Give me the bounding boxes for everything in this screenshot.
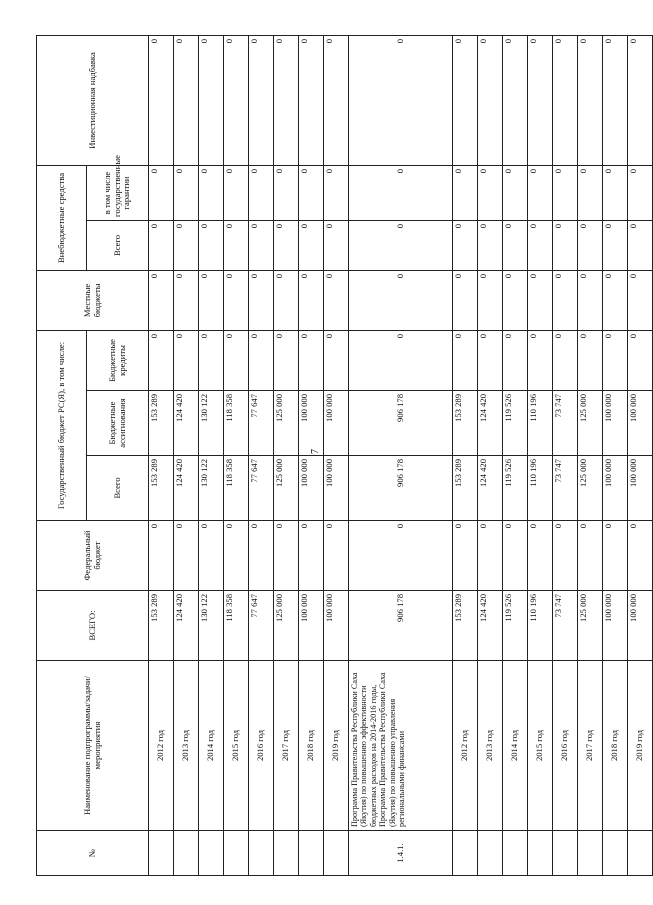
cell-state-assign: 110 196 xyxy=(528,391,553,456)
cell-invest: 0 xyxy=(628,35,653,165)
cell-invest: 0 xyxy=(503,35,528,165)
header-extra-all: Всего xyxy=(87,220,149,270)
cell-extra-guarantee: 0 xyxy=(503,165,528,220)
cell-total: 125 000 xyxy=(578,591,603,661)
cell-extra-guarantee: 0 xyxy=(274,165,299,220)
cell-code xyxy=(553,831,578,876)
cell-state-assign: 73 747 xyxy=(553,391,578,456)
cell-federal: 0 xyxy=(603,521,628,591)
cell-code xyxy=(503,831,528,876)
cell-extra-guarantee: 0 xyxy=(249,165,274,220)
cell-name: 2019 год xyxy=(628,661,653,831)
cell-state-credit: 0 xyxy=(249,330,274,390)
cell-invest: 0 xyxy=(299,35,324,165)
cell-extra-all: 0 xyxy=(578,220,603,270)
cell-total: 124 420 xyxy=(478,591,503,661)
cell-state-assign: 100 000 xyxy=(603,391,628,456)
cell-local: 0 xyxy=(299,270,324,330)
cell-extra-guarantee: 0 xyxy=(324,165,349,220)
table-row xyxy=(224,35,249,875)
cell-total: 125 000 xyxy=(274,591,299,661)
program-row xyxy=(349,35,453,875)
header-state-assign: Бюджетные ассигнования xyxy=(87,391,149,456)
cell-invest: 0 xyxy=(249,35,274,165)
table-row xyxy=(299,35,324,875)
cell-federal: 0 xyxy=(349,521,453,591)
cell-code xyxy=(603,831,628,876)
cell-state-credit: 0 xyxy=(274,330,299,390)
cell-extra-guarantee: 0 xyxy=(149,165,174,220)
cell-extra-guarantee: 0 xyxy=(349,165,453,220)
cell-extra-guarantee: 0 xyxy=(578,165,603,220)
cell-invest: 0 xyxy=(453,35,478,165)
cell-extra-all: 0 xyxy=(528,220,553,270)
cell-federal: 0 xyxy=(149,521,174,591)
header-state-all: Всего xyxy=(87,456,149,521)
cell-name: 2017 год xyxy=(274,661,299,831)
cell-federal: 0 xyxy=(224,521,249,591)
cell-name: 2016 год xyxy=(249,661,274,831)
cell-state-assign: 100 000 xyxy=(299,391,324,456)
cell-state-credit: 0 xyxy=(553,330,578,390)
cell-federal: 0 xyxy=(478,521,503,591)
cell-extra-guarantee: 0 xyxy=(553,165,578,220)
cell-state-credit: 0 xyxy=(324,330,349,390)
cell-state-assign: 100 000 xyxy=(324,391,349,456)
cell-total: 110 196 xyxy=(528,591,553,661)
cell-code xyxy=(528,831,553,876)
cell-name: 2015 год xyxy=(224,661,249,831)
cell-state-credit: 0 xyxy=(603,330,628,390)
table-row xyxy=(628,35,653,875)
cell-state-assign: 124 420 xyxy=(174,391,199,456)
cell-extra-guarantee: 0 xyxy=(628,165,653,220)
table-row xyxy=(274,35,299,875)
cell-extra-all: 0 xyxy=(224,220,249,270)
cell-extra-guarantee: 0 xyxy=(528,165,553,220)
cell-code xyxy=(478,831,503,876)
cell-federal: 0 xyxy=(174,521,199,591)
header-extra-group: Внебюджетные средства xyxy=(37,165,87,270)
cell-local: 0 xyxy=(503,270,528,330)
cell-extra-all: 0 xyxy=(628,220,653,270)
cell-extra-all: 0 xyxy=(553,220,578,270)
cell-name: 2016 год xyxy=(553,661,578,831)
cell-state-credit: 0 xyxy=(299,330,324,390)
header-num: № xyxy=(37,831,149,876)
cell-total: 119 526 xyxy=(503,591,528,661)
cell-extra-guarantee: 0 xyxy=(224,165,249,220)
cell-code xyxy=(578,831,603,876)
rotated-table-frame xyxy=(36,36,645,876)
cell-name: 2013 год xyxy=(174,661,199,831)
cell-extra-all: 0 xyxy=(199,220,224,270)
cell-local: 0 xyxy=(478,270,503,330)
cell-name: 2015 год xyxy=(528,661,553,831)
cell-invest: 0 xyxy=(174,35,199,165)
cell-state-all: 124 420 xyxy=(174,456,199,521)
header-extra-guarantee: в том числе государственные гарантии xyxy=(87,165,149,220)
page-number: 7 xyxy=(310,449,321,454)
cell-extra-all: 0 xyxy=(324,220,349,270)
table-header xyxy=(37,35,149,875)
cell-invest: 0 xyxy=(324,35,349,165)
cell-invest: 0 xyxy=(149,35,174,165)
cell-state-all: 130 122 xyxy=(199,456,224,521)
cell-state-assign: 124 420 xyxy=(478,391,503,456)
cell-state-all: 100 000 xyxy=(628,456,653,521)
cell-state-credit: 0 xyxy=(453,330,478,390)
cell-total: 153 289 xyxy=(149,591,174,661)
cell-name: 2013 год xyxy=(478,661,503,831)
cell-state-credit: 0 xyxy=(174,330,199,390)
cell-local: 0 xyxy=(628,270,653,330)
header-state-credit: Бюджетные кредиты xyxy=(87,330,149,390)
table-row xyxy=(503,35,528,875)
cell-extra-all: 0 xyxy=(603,220,628,270)
cell-federal: 0 xyxy=(528,521,553,591)
cell-local: 0 xyxy=(174,270,199,330)
cell-extra-all: 0 xyxy=(503,220,528,270)
cell-state-all: 124 420 xyxy=(478,456,503,521)
cell-state-all: 125 000 xyxy=(578,456,603,521)
cell-name: 2012 год xyxy=(149,661,174,831)
cell-extra-guarantee: 0 xyxy=(603,165,628,220)
program-code: 1.4.1. xyxy=(349,831,453,876)
cell-invest: 0 xyxy=(224,35,249,165)
cell-total: 73 747 xyxy=(553,591,578,661)
cell-state-all: 100 000 xyxy=(299,456,324,521)
cell-extra-guarantee: 0 xyxy=(453,165,478,220)
cell-local: 0 xyxy=(324,270,349,330)
cell-state-all: 73 747 xyxy=(553,456,578,521)
table-row xyxy=(478,35,503,875)
cell-federal: 0 xyxy=(453,521,478,591)
cell-local: 0 xyxy=(149,270,174,330)
cell-extra-guarantee: 0 xyxy=(199,165,224,220)
cell-name: 2012 год xyxy=(453,661,478,831)
cell-extra-all: 0 xyxy=(149,220,174,270)
table-row xyxy=(249,35,274,875)
cell-state-all: 153 289 xyxy=(149,456,174,521)
cell-federal: 0 xyxy=(553,521,578,591)
cell-name: 2014 год xyxy=(503,661,528,831)
cell-invest: 0 xyxy=(553,35,578,165)
cell-federal: 0 xyxy=(324,521,349,591)
table-row xyxy=(528,35,553,875)
program-name: Программа Правительства Республики Саха (Якутия) по повышению эффективности бюджетных расходов на 2014-2016 годы, Программа Правительства Республики Саха (Якутия) по повышению управления региональными финансами xyxy=(349,661,453,831)
cell-state-assign: 130 122 xyxy=(199,391,224,456)
cell-state-assign: 77 647 xyxy=(249,391,274,456)
cell-code xyxy=(299,831,324,876)
cell-name: 2014 год xyxy=(199,661,224,831)
cell-federal: 0 xyxy=(199,521,224,591)
table-row xyxy=(174,35,199,875)
cell-state-credit: 0 xyxy=(349,330,453,390)
table-row xyxy=(199,35,224,875)
cell-local: 0 xyxy=(578,270,603,330)
table-row xyxy=(453,35,478,875)
cell-state-credit: 0 xyxy=(199,330,224,390)
cell-federal: 0 xyxy=(503,521,528,591)
table-row xyxy=(149,35,174,875)
table-row xyxy=(578,35,603,875)
cell-state-all: 77 647 xyxy=(249,456,274,521)
cell-federal: 0 xyxy=(249,521,274,591)
cell-state-credit: 0 xyxy=(224,330,249,390)
cell-invest: 0 xyxy=(603,35,628,165)
cell-local: 0 xyxy=(224,270,249,330)
cell-state-all: 153 289 xyxy=(453,456,478,521)
cell-code xyxy=(249,831,274,876)
cell-state-all: 100 000 xyxy=(324,456,349,521)
cell-state-assign: 153 289 xyxy=(453,391,478,456)
cell-name: 2019 год xyxy=(324,661,349,831)
cell-extra-all: 0 xyxy=(299,220,324,270)
cell-state-assign: 118 358 xyxy=(224,391,249,456)
cell-total: 153 289 xyxy=(453,591,478,661)
budget-table xyxy=(36,35,653,876)
cell-state-all: 110 196 xyxy=(528,456,553,521)
cell-extra-all: 0 xyxy=(274,220,299,270)
header-name: Наименование подпрограммы/задачи/мероприятия xyxy=(37,661,149,831)
cell-local: 0 xyxy=(603,270,628,330)
cell-state-all: 100 000 xyxy=(603,456,628,521)
table-row xyxy=(603,35,628,875)
cell-invest: 0 xyxy=(528,35,553,165)
cell-code xyxy=(628,831,653,876)
cell-code xyxy=(174,831,199,876)
cell-local: 0 xyxy=(453,270,478,330)
cell-state-credit: 0 xyxy=(149,330,174,390)
cell-code xyxy=(199,831,224,876)
cell-invest: 0 xyxy=(199,35,224,165)
cell-state-credit: 0 xyxy=(628,330,653,390)
cell-code xyxy=(224,831,249,876)
cell-name: 2018 год xyxy=(603,661,628,831)
cell-extra-all: 0 xyxy=(478,220,503,270)
cell-state-all: 125 000 xyxy=(274,456,299,521)
header-invest: Инвестиционная надбавка xyxy=(37,35,149,165)
cell-local: 0 xyxy=(553,270,578,330)
cell-local: 0 xyxy=(349,270,453,330)
cell-state-assign: 153 289 xyxy=(149,391,174,456)
cell-state-credit: 0 xyxy=(578,330,603,390)
cell-federal: 0 xyxy=(299,521,324,591)
cell-name: 2017 год xyxy=(578,661,603,831)
cell-extra-all: 0 xyxy=(349,220,453,270)
header-state-group: Государственный бюджет РС(Я), в том числе: xyxy=(37,330,87,520)
cell-state-credit: 0 xyxy=(503,330,528,390)
header-federal: Федеральный бюджет xyxy=(37,521,149,591)
cell-state-assign: 906 178 xyxy=(349,391,453,456)
cell-state-assign: 125 000 xyxy=(578,391,603,456)
cell-extra-guarantee: 0 xyxy=(174,165,199,220)
cell-total: 100 000 xyxy=(299,591,324,661)
cell-total: 118 358 xyxy=(224,591,249,661)
cell-invest: 0 xyxy=(578,35,603,165)
cell-total: 100 000 xyxy=(603,591,628,661)
table-row xyxy=(324,35,349,875)
cell-federal: 0 xyxy=(578,521,603,591)
cell-extra-guarantee: 0 xyxy=(478,165,503,220)
table-row xyxy=(553,35,578,875)
cell-state-all: 119 526 xyxy=(503,456,528,521)
cell-code xyxy=(324,831,349,876)
cell-invest: 0 xyxy=(274,35,299,165)
header-total: ВСЕГО: xyxy=(37,591,149,661)
cell-federal: 0 xyxy=(274,521,299,591)
cell-local: 0 xyxy=(249,270,274,330)
cell-state-all: 118 358 xyxy=(224,456,249,521)
cell-extra-all: 0 xyxy=(174,220,199,270)
cell-state-assign: 119 526 xyxy=(503,391,528,456)
cell-local: 0 xyxy=(528,270,553,330)
cell-code xyxy=(149,831,174,876)
cell-code xyxy=(274,831,299,876)
cell-total: 130 122 xyxy=(199,591,224,661)
cell-extra-all: 0 xyxy=(453,220,478,270)
cell-federal: 0 xyxy=(628,521,653,591)
cell-local: 0 xyxy=(199,270,224,330)
cell-name: 2018 год xyxy=(299,661,324,831)
cell-extra-all: 0 xyxy=(249,220,274,270)
cell-local: 0 xyxy=(274,270,299,330)
cell-state-credit: 0 xyxy=(478,330,503,390)
header-local: Местные бюджеты xyxy=(37,270,149,330)
cell-code xyxy=(453,831,478,876)
table-body xyxy=(149,35,653,875)
cell-state-credit: 0 xyxy=(528,330,553,390)
cell-extra-guarantee: 0 xyxy=(299,165,324,220)
cell-state-all: 906 178 xyxy=(349,456,453,521)
cell-total: 100 000 xyxy=(628,591,653,661)
cell-invest: 0 xyxy=(478,35,503,165)
cell-state-assign: 125 000 xyxy=(274,391,299,456)
cell-total: 100 000 xyxy=(324,591,349,661)
cell-total: 124 420 xyxy=(174,591,199,661)
cell-state-assign: 100 000 xyxy=(628,391,653,456)
cell-total: 77 647 xyxy=(249,591,274,661)
cell-total: 906 178 xyxy=(349,591,453,661)
cell-invest: 0 xyxy=(349,35,453,165)
